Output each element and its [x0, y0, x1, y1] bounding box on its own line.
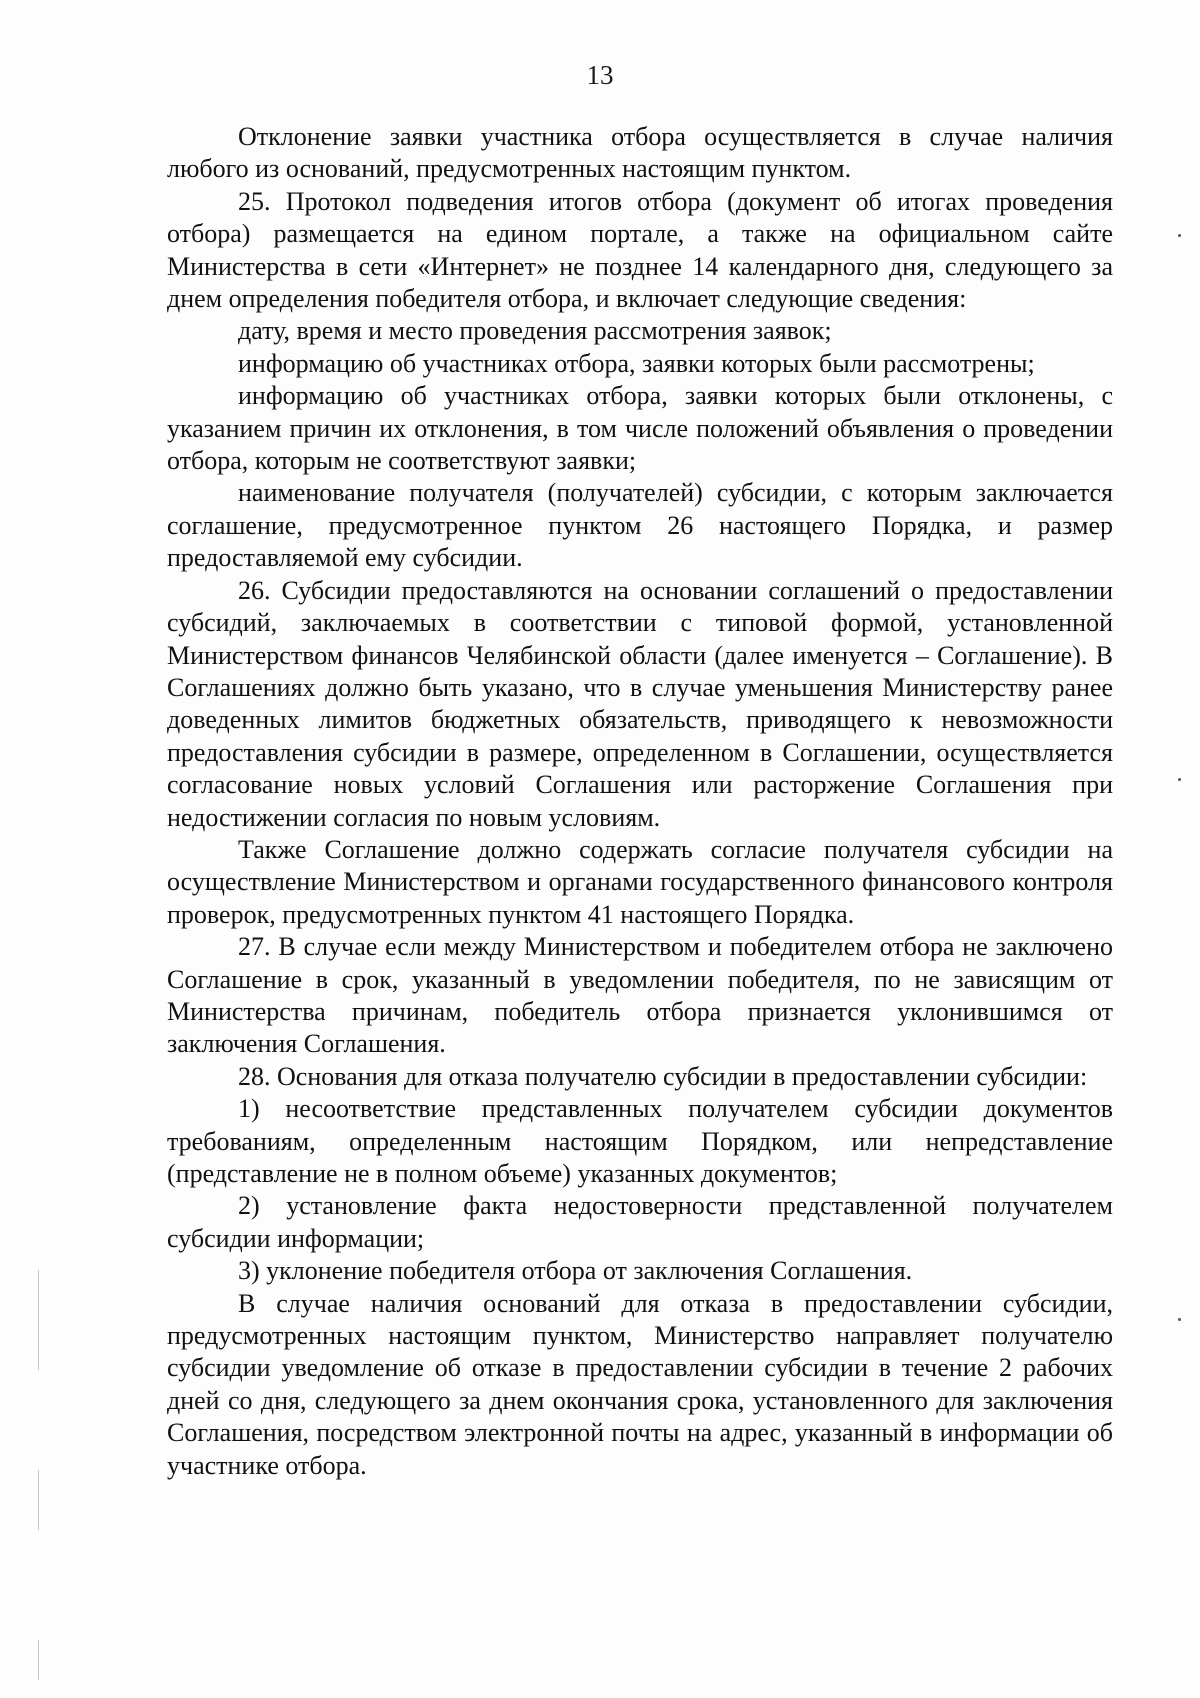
page-number: 13	[586, 60, 614, 90]
scan-speck	[1178, 1318, 1181, 1321]
paragraph-25: 25. Протокол подведения итогов отбора (документ об итогах проведения отбора) размещается на едином портале, а также на официальном сайте Министерства в сети «Интернет» не позднее 14 календарного дня, следующего за днем определения победителя отбора, и включает следующие сведения:	[167, 186, 1113, 314]
list-item-28-1: 1) несоответствие представленных получателем субсидии документов требованиям, определенным настоящим Порядком, или непредставление (представление не в полном объеме) указанных документов;	[167, 1094, 1113, 1188]
scan-edge-mark	[38, 1470, 39, 1530]
paragraph-refusal-notice: В случае наличия оснований для отказа в предоставлении субсидии, предусмотренных настоящим пунктом, Министерство направляет получателю субсидии уведомление об отказе в предоставлении субсидии в течение 2 рабочих дней со дня, следующего за днем окончания срока, установленного для заключения Соглашения, посредством электронной почты на адрес, указанный в информации об участнике отбора.	[167, 1288, 1113, 1480]
scan-speck	[1178, 234, 1181, 237]
paragraph-agreement-consent: Также Соглашение должно содержать согласие получателя субсидии на осуществление Министерством и органами государственного финансового контроля проверок, предусмотренных пунктом 41 настоящего Порядка.	[167, 834, 1113, 929]
paragraph-27: 27. В случае если между Министерством и победителем отбора не заключено Соглашение в срок, указанный в уведомлении победителя, по не зависящим от Министерства причинам, победитель отбора признается уклонившимся от заключения Соглашения.	[167, 932, 1113, 1059]
scan-speck	[1178, 778, 1181, 781]
list-item-date-time: дату, время и место проведения рассмотрения заявок;	[238, 316, 832, 346]
scan-edge-mark	[38, 1270, 39, 1370]
scan-edge-mark	[38, 1640, 39, 1680]
paragraph-rejection-note: Отклонение заявки участника отбора осуществляется в случае наличия любого из оснований, предусмотренных настоящим пунктом.	[167, 122, 1113, 184]
list-item-rejected-participants: информацию об участниках отбора, заявки которых были отклонены, с указанием причин их отклонения, в том числе положений объявления о проведении отбора, которым не соответствуют заявки;	[167, 381, 1113, 476]
list-item-reviewed-participants: информацию об участниках отбора, заявки которых были рассмотрены;	[238, 348, 1035, 378]
paragraph-26: 26. Субсидии предоставляются на основании соглашений о предоставлении субсидий, заключаемых в соответствии с типовой формой, установленной Министерством финансов Челябинской области (далее именуется – Соглашение). В Соглашениях должно быть указано, что в случае уменьшения Министерству ранее доведенных лимитов бюджетных обязательств, приводящего к невозможности предоставления субсидии в размере, определенном в Соглашении, осуществляется согласование новых условий Соглашения или расторжение Соглашения при недостижении согласия по новым условиям.	[167, 575, 1113, 832]
list-item-28-2: 2) установление факта недостоверности представленной получателем субсидии информации;	[167, 1191, 1113, 1253]
paragraph-28: 28. Основания для отказа получателю субсидии в предоставлении субсидии:	[238, 1061, 1088, 1091]
document-body	[167, 121, 1113, 1482]
list-item-28-3: 3) уклонение победителя отбора от заключения Соглашения.	[238, 1256, 913, 1286]
list-item-recipient-name: наименование получателя (получателей) субсидии, с которым заключается соглашение, предусмотренное пунктом 26 настоящего Порядка, и размер предоставляемой ему субсидии.	[167, 478, 1113, 573]
